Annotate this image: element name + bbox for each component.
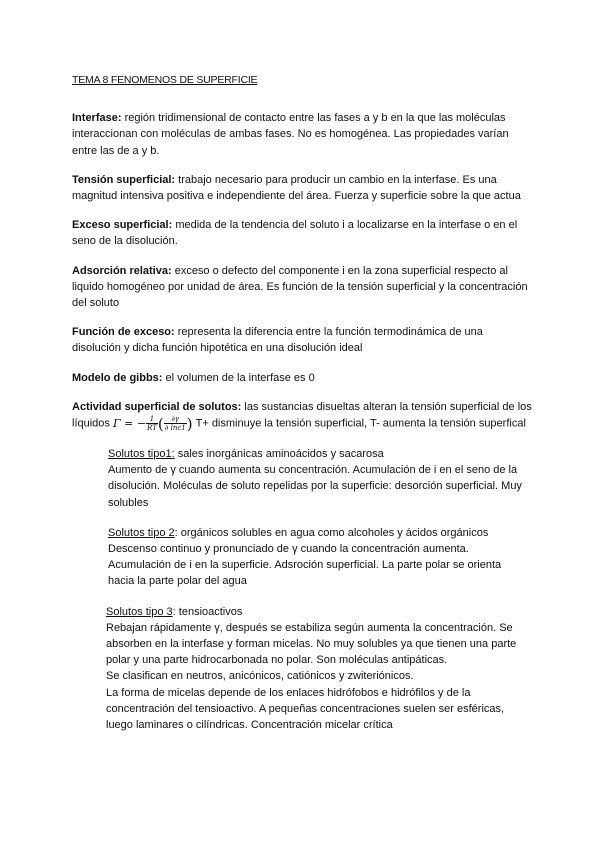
formula-coefficient <box>146 415 158 432</box>
solute-text-line: hacia la parte polar del agua <box>108 575 247 588</box>
definition-funcion-de-exceso <box>72 324 532 356</box>
solute-text-line: Rebajan rápidamente γ, después se estabiliza según aumenta la concentración. Se <box>106 621 513 634</box>
coefficient-denominator: RT <box>147 424 157 433</box>
definition-modelo-de-gibbs <box>72 370 532 386</box>
solute-heading: Solutos tipo 3 <box>106 605 173 618</box>
solute-text-line: luego laminares o cilíndricas. Concentración micelar crítica <box>106 719 393 732</box>
solute-text-line: concentración del tensioactivo. A pequeñas concentraciones suelen ser esféricas, <box>106 702 505 715</box>
solute-heading-colon: : <box>171 448 175 461</box>
definition-text: región tridimensional de contacto entre las fases a y b en la que las moléculas interaccionan con moléculas de ambas fases. No es homogénea. Las propiedades varían entre las de a y b. <box>72 112 509 157</box>
term: Tensión superficial: <box>72 173 176 186</box>
page-title: TEMA 8 FENOMENOS DE SUPERFICIE <box>72 74 258 86</box>
solute-text-line: Se clasifican en neutros, anicónicos, catiónicos y zwiteriónicos. <box>106 670 414 683</box>
solute-heading-rest: tensioactivos <box>175 605 243 618</box>
formula-derivative <box>164 415 187 432</box>
term: Modelo de gibbs: <box>72 371 163 384</box>
term: Exceso superficial: <box>72 219 173 232</box>
solute-heading-rest: sales inorgánicas aminoácidos y sacarosa <box>174 448 384 461</box>
definition-text: exceso o defecto del componente i en la zona superficial respecto al liquido homogéneo por unidad de área. Es función de la tensión superficial y la concentración del soluto <box>72 264 528 310</box>
definition-actividad-superficial <box>72 399 532 432</box>
solute-heading: Solutos tipo 2 <box>108 526 175 539</box>
derivative-denominator: ∂ lnc1 <box>164 424 186 433</box>
solutes-type-2 <box>108 525 532 590</box>
solute-text-line: polar y una parte hidrocarbonada no polar. Son moléculas antipáticas. <box>106 654 448 667</box>
solute-heading-line <box>108 525 532 541</box>
derivative-numerator: ∂γ <box>164 415 187 424</box>
close-paren: ) <box>186 414 193 433</box>
solute-text-line: Acumulación de i en la superficie. Adsroción superficial. La parte polar se orienta <box>108 559 502 572</box>
definition-text: las sustancias disueltas alteran la tensión superficial de los líquidos <box>72 400 532 430</box>
definition-text-after: T+ disminuye la tensión superficial, T- aumenta la tensión superfical <box>192 417 526 430</box>
open-paren: ( <box>157 414 164 433</box>
definition-tension-superficial <box>72 172 532 204</box>
term: Adsorción relativa: <box>72 264 172 277</box>
solute-text-line: solubles <box>108 496 149 509</box>
solutes-type-3 <box>106 604 532 734</box>
definition-interfase <box>72 110 532 159</box>
coefficient-numerator: 1 <box>146 415 158 424</box>
solute-heading-colon: : <box>174 526 178 539</box>
definition-adsorcion-relativa <box>72 263 532 312</box>
term: Actividad superficial de solutos: <box>72 400 242 413</box>
solute-text-line: Aumento de γ cuando aumenta su concentración. Acumulación de i en el seno de la <box>108 464 518 477</box>
term: Interfase: <box>72 112 122 125</box>
definition-text: medida de la tendencia del soluto i a localizarse en la interfase o en el seno de la disolución. <box>72 219 518 248</box>
definition-text: el volumen de la interfase es 0 <box>162 371 315 384</box>
solute-heading-colon: : <box>172 605 176 618</box>
solute-text-line: disolución. Moléculas de soluto repelidas por la superficie: desorción superficial. Muy <box>108 480 522 493</box>
solute-heading: Solutos tipo1 <box>108 448 172 461</box>
definition-text: representa la diferencia entre la función termodinámica de una disolución y dicha función hipotética en una disolución ideal <box>72 326 483 355</box>
formula-gamma: Γ = − <box>112 416 147 430</box>
solutes-type-1 <box>108 446 532 511</box>
document-page <box>72 72 532 747</box>
solute-text-line: Descenso continuo y pronunciado de γ cuando la concentración aumenta. <box>108 543 469 556</box>
solute-heading-line <box>108 446 532 462</box>
solute-text-line: La forma de micelas depende de los enlaces hidrófobos e hidrófilos y de la <box>106 686 471 699</box>
definition-text: trabajo necesario para producir un cambio en la interfase. Es una magnitud intensiva positiva e independiente del área. Fuerza y superficie sobre la que actua <box>72 173 521 203</box>
solute-text-line: absorben en la interfase y forman micelas. No muy solubles ya que tienen una parte <box>106 638 517 651</box>
solute-heading-rest: orgánicos solubles en agua como alcoholes y ácidos orgánicos <box>177 526 489 539</box>
term: Función de exceso: <box>72 326 175 339</box>
definition-exceso-superficial <box>72 217 532 249</box>
gibbs-formula <box>112 414 193 433</box>
solute-heading-line <box>106 604 532 620</box>
